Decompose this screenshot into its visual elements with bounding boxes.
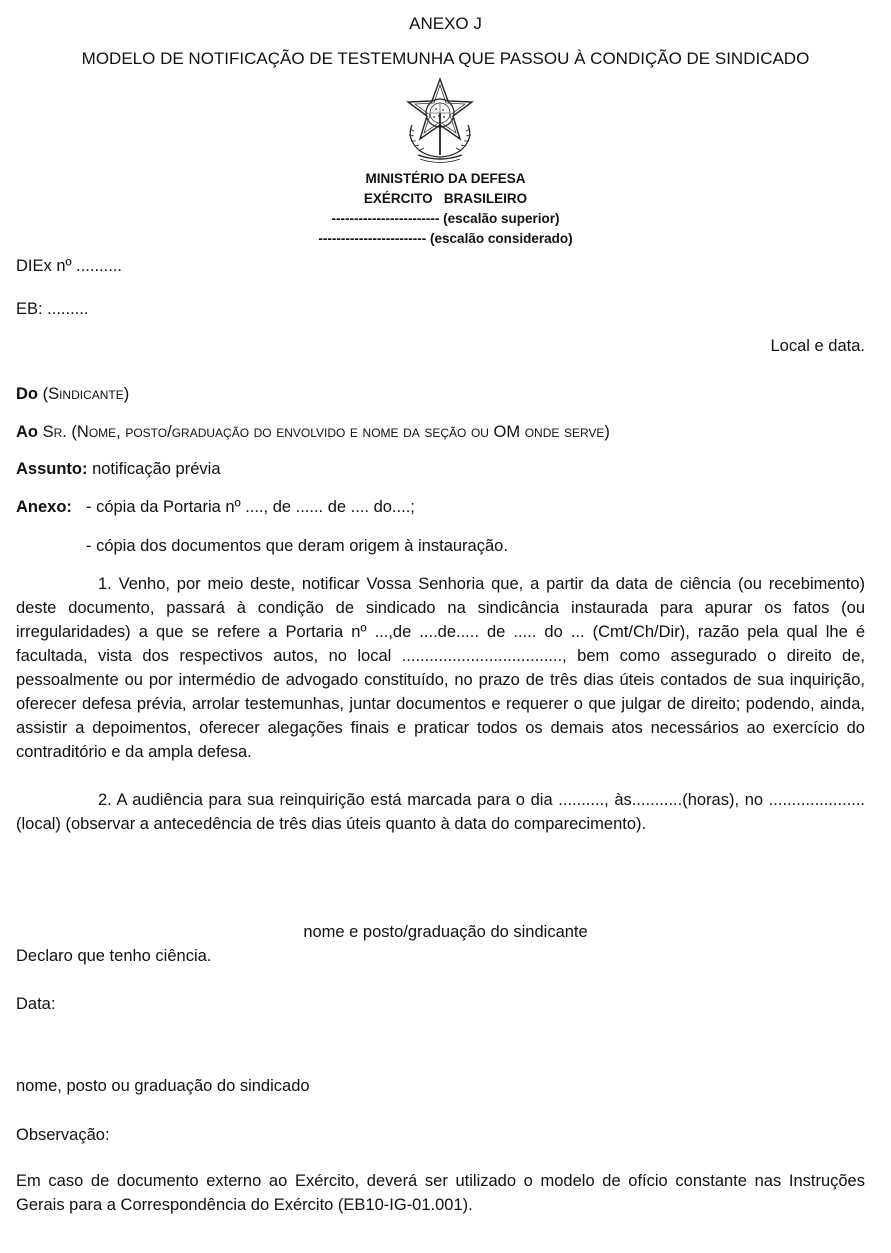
eb-number: EB: ......... (16, 300, 89, 318)
annex-label: Anexo: (16, 498, 72, 516)
annex-item-1: - cópia da Portaria nº ...., de ...... de .... do....; (86, 498, 415, 516)
from-line (16, 385, 129, 404)
subject-label: Assunto: (16, 460, 88, 478)
subject-line (16, 460, 221, 479)
observation-label: Observação: (16, 1126, 110, 1144)
to-line (16, 423, 610, 442)
to-label: Ao (16, 423, 38, 441)
acknowledgement-statement: Declaro que tenho ciência. (16, 947, 212, 965)
local-and-date: Local e data. (770, 337, 865, 355)
ministry-header: MINISTÉRIO DA DEFESA (365, 171, 526, 186)
annex-item-2: - cópia dos documentos que deram origem à instauração. (86, 537, 508, 555)
observation-text: Em caso de documento externo ao Exército, deverá ser utilizado o modelo de ofício constante nas Instruções Gerais para a Correspondência do Exército (EB10-IG-01.001). (16, 1172, 865, 1214)
annex-title: ANEXO J (409, 14, 482, 33)
paragraph-2: 2. A audiência para sua reinquirição está marcada para o dia .........., às...........(horas), no ..................... (local) (observar a antecedência de três dias úteis quanto à data do comparecimento). (16, 791, 865, 833)
from-value: (Sindicante) (38, 385, 130, 403)
escalao-considerado: ------------------------ (escalão considerado) (318, 231, 573, 246)
to-value: Sr. (Nome, posto/graduação do envolvido e nome da seção ou OM onde serve) (38, 423, 610, 441)
from-label: Do (16, 385, 38, 403)
escalao-superior: ------------------------ (escalão superior) (331, 211, 560, 226)
diex-number: DIEx nº .......... (16, 257, 122, 275)
date-label: Data: (16, 995, 56, 1013)
army-header: EXÉRCITO BRASILEIRO (363, 191, 528, 206)
coat-of-arms-icon (398, 75, 482, 165)
paragraph-1: 1. Venho, por meio deste, notificar Vossa Senhoria que, a partir da data de ciência (ou recebimento) deste documento, passará à condição de sindicado na sindicância instaurada para apurar os fatos (ou irregularidades) a que se refere a Portaria nº ...,de ....de..... de ..... do ... (Cmt/Ch/Dir), razão pela qual lhe é facultada, vista dos respectivos autos, no local ..................................., bem como assegurado o direito de, pessoalmente ou por intermédio de advogado constituído, no prazo de três dias úteis contados de sua inquirição, oferecer defesa prévia, arrolar testemunhas, juntar documentos e requerer o que julgar de direito; podendo, ainda, assistir a depoimentos, oferecer alegações finais e praticar todos os demais atos necessários ao exercício do contraditório e da ampla defesa. (16, 575, 865, 761)
document-subtitle: MODELO DE NOTIFICAÇÃO DE TESTEMUNHA QUE PASSOU À CONDIÇÃO DE SINDICADO (81, 49, 810, 68)
signature-sindicado: nome, posto ou graduação do sindicado (16, 1077, 310, 1095)
subject-value: notificação prévia (87, 460, 221, 478)
signature-sindicante: nome e posto/graduação do sindicante (303, 923, 588, 941)
